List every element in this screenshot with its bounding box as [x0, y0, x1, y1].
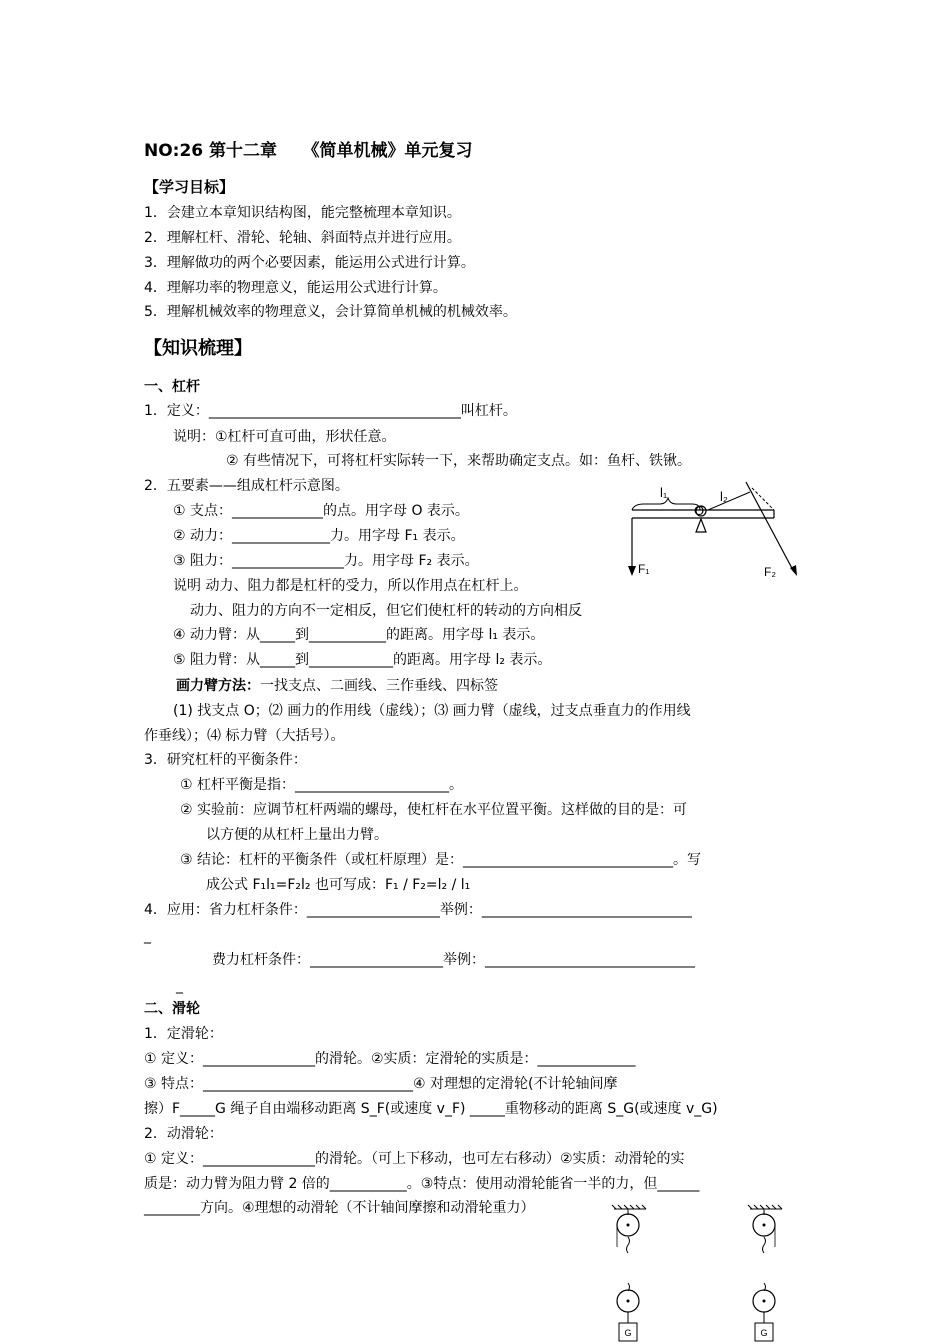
goal-item: 2．理解杠杆、滑轮、轮轴、斜面特点并进行应用。 — [144, 230, 461, 246]
application-item: 4．应用：省力杠杆条件：___________________举例：______________________________ — [144, 902, 692, 918]
fixed-pulley-item: 擦）F_____G 绳子自由端移动距离 S_F(或速度 v_F) _____重物移动的距离 S_G(或速度 v_G) — [144, 1101, 718, 1117]
goal-item: 4．理解功率的物理意义，能运用公式进行计算。 — [144, 280, 447, 296]
lever-note: ② 有些情况下，可将杠杆实际转一下，来帮助确定支点。如：鱼杆、铁锹。 — [226, 453, 691, 469]
element-load-arm: ⑤ 阻力臂：从_____到____________的距离。用字母 l₂ 表示。 — [173, 652, 552, 668]
movable-pulley-item: 质是：动力臂为阻力臂 2 倍的___________。③特点：使用动滑轮能省一半的力，但______ — [144, 1176, 700, 1192]
lever-note: 说明：①杠杆可直可曲，形状任意。 — [173, 429, 396, 445]
f2-label: F₂ — [764, 565, 776, 579]
fixed-pulley-heading: 1．定滑轮： — [144, 1026, 223, 1042]
fulcrum-label: O — [694, 503, 705, 518]
lever-definition: 1．定义：____________________________________叫杠杆。 — [144, 403, 517, 419]
balance-item: ② 实验前：应调节杠杆两端的螺母，使杠杆在水平位置平衡。这样做的目的是：可 — [180, 802, 687, 818]
movable-pulley-item: ________方向。④理想的动滑轮（不计轴间摩擦和动滑轮重力） — [144, 1200, 535, 1216]
lever-note: 说明 动力、阻力都是杠杆的受力，所以作用点在杠杆上。 — [173, 578, 528, 594]
goal-item: 1．会建立本章知识结构图，能完整梳理本章知识。 — [144, 205, 461, 221]
l1-label: l₁ — [660, 485, 668, 500]
l2-label: l₂ — [720, 489, 728, 504]
movable-pulley-heading: 2．动滑轮： — [144, 1126, 223, 1142]
movable-pulley-item: ① 定义：________________的滑轮。（可上下移动，也可左右移动）②实质：动滑轮的实 — [144, 1151, 685, 1167]
balance-heading: 3．研究杠杆的平衡条件： — [144, 752, 307, 768]
balance-item: ③ 结论：杠杆的平衡条件（或杠杆原理）是：______________________________。写 — [180, 852, 701, 868]
element-effort: ② 动力：______________力。用字母 F₁ 表示。 — [173, 528, 465, 544]
element-fulcrum: ① 支点：_____________的点。用字母 O 表示。 — [173, 503, 469, 519]
review-heading: 【知识梳理】 — [144, 338, 252, 359]
goal-item: 3．理解做功的两个必要因素，能运用公式进行计算。 — [144, 255, 475, 271]
weight-label: G — [624, 1328, 632, 1338]
balance-item: 以方便的从杠杆上量出力臂。 — [206, 827, 388, 843]
balance-formula: 成公式 F₁l₁=F₂l₂ 也可写成：F₁ / F₂=l₂ / l₁ — [206, 877, 471, 893]
fixed-pulley-item: ③ 特点：______________________________④ 对理想的定滑轮(不计轮轴间摩 — [144, 1076, 618, 1092]
arm-method — [176, 677, 498, 695]
application-item: _ — [144, 928, 151, 944]
lever-note: 动力、阻力的方向不一定相反，但它们使杠杆的转动的方向相反 — [190, 603, 582, 619]
pulley-diagram-left — [606, 1203, 654, 1344]
arm-steps: (1) 找支点 O；⑵ 画力的作用线（虚线）；⑶ 画力臂（虚线，过支点垂直力的作用线 — [173, 703, 691, 719]
pulley-heading: 二、滑轮 — [144, 1001, 200, 1017]
arm-method-label: 画力臂方法： — [176, 678, 260, 694]
weight-label: G — [760, 1328, 768, 1338]
f1-label: F₁ — [638, 562, 650, 576]
page-title: NO:26 第十二章 《简单机械》单元复习 — [144, 141, 473, 161]
balance-item: ① 杠杆平衡是指：______________________。 — [180, 777, 464, 793]
arm-method-text: 一找支点、二画线、三作垂线、四标签 — [260, 678, 498, 694]
arm-steps: 作垂线）；⑷ 标力臂（大括号）。 — [144, 728, 345, 744]
pulley-diagram-right — [742, 1203, 790, 1344]
element-load: ③ 阻力：________________力。用字母 F₂ 表示。 — [173, 553, 479, 569]
application-item: 费力杠杆条件：___________________举例：______________________________ — [212, 952, 695, 968]
goals-heading: 【学习目标】 — [144, 178, 235, 196]
lever-heading: 一、杠杆 — [144, 379, 200, 395]
fixed-pulley-item: ① 定义：________________的滑轮。②实质：定滑轮的实质是：______________ — [144, 1051, 636, 1067]
element-effort-arm: ④ 动力臂：从_____到___________的距离。用字母 l₁ 表示。 — [173, 627, 545, 643]
lever-diagram — [624, 480, 810, 584]
five-elements-heading: 2．五要素——组成杠杆示意图。 — [144, 478, 349, 494]
goal-item: 5．理解机械效率的物理意义，会计算简单机械的机械效率。 — [144, 304, 517, 320]
application-item: _ — [176, 978, 183, 994]
